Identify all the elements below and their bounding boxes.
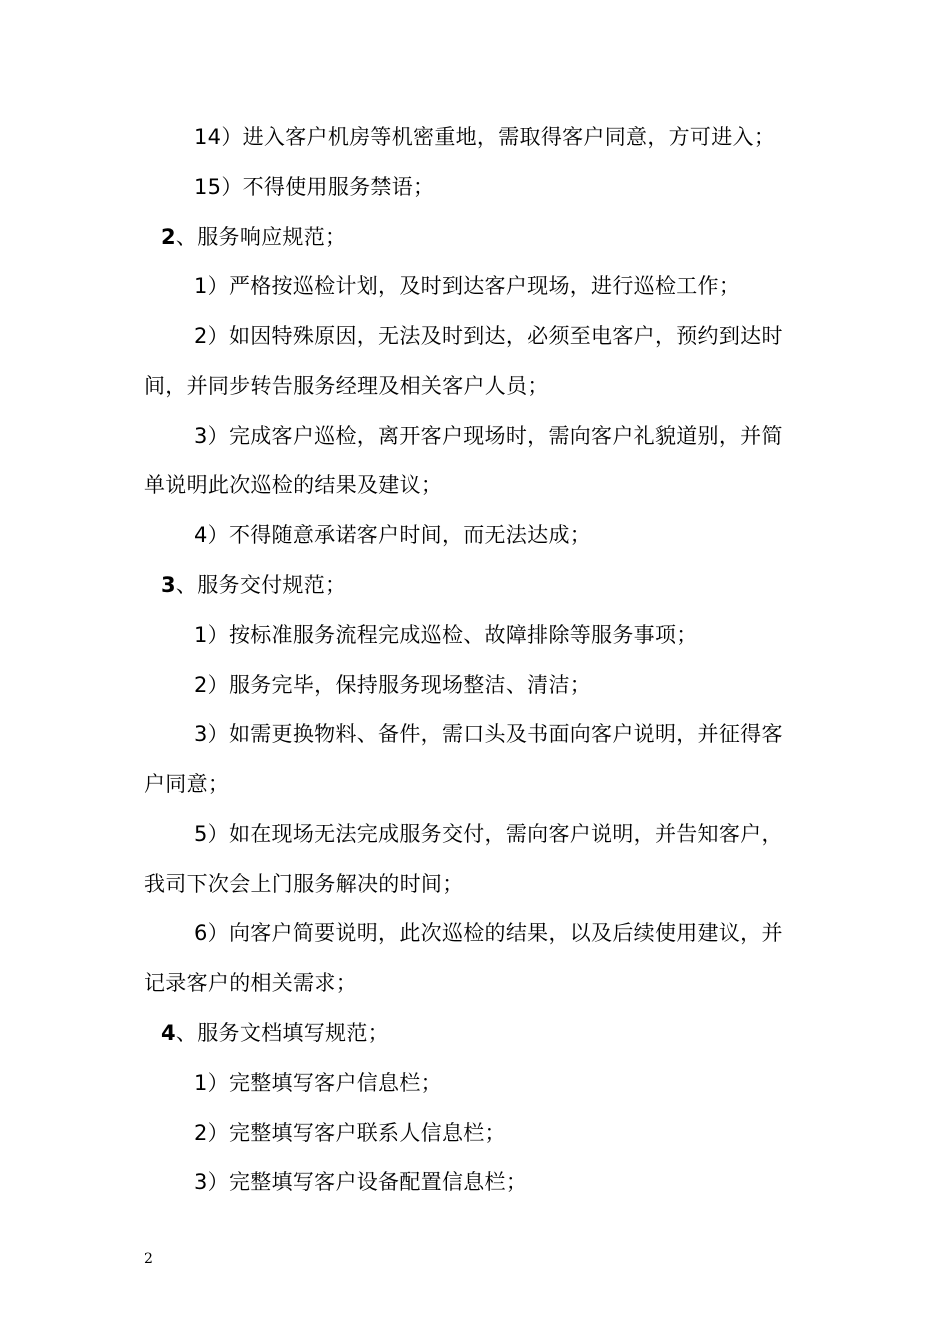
text-line: 15）不得使用服务禁语； [194, 175, 435, 199]
text-line: 间，并同步转告服务经理及相关客户人员； [144, 374, 549, 398]
section-title: 、服务交付规范； [175, 573, 347, 597]
section-number: 2 [161, 225, 176, 249]
text-line: 2）服务完毕，保持服务现场整洁、清洁； [194, 673, 592, 697]
text-line: 单说明此次巡检的结果及建议； [144, 473, 443, 497]
section-heading [161, 224, 346, 250]
text-line: 14）进入客户机房等机密重地，需取得客户同意，方可进入； [194, 125, 776, 149]
text-line: 户同意； [144, 772, 230, 796]
section-title: 、服务响应规范； [175, 225, 347, 249]
page-number: 2 [144, 1251, 153, 1267]
section-number: 4 [161, 1021, 176, 1045]
text-line: 3）完成客户巡检，离开客户现场时，需向客户礼貌道别，并简 [194, 424, 783, 448]
text-line: 3）完整填写客户设备配置信息栏； [194, 1170, 528, 1194]
text-line: 1）按标准服务流程完成巡检、故障排除等服务事项； [194, 623, 698, 647]
text-line: 1）完整填写客户信息栏； [194, 1071, 442, 1095]
text-line: 2）如因特殊原因，无法及时到达，必须至电客户，预约到达时 [194, 324, 783, 348]
text-line: 4）不得随意承诺客户时间，而无法达成； [194, 523, 592, 547]
text-line: 3）如需更换物料、备件，需口头及书面向客户说明，并征得客 [194, 722, 783, 746]
text-line: 1）严格按巡检计划，及时到达客户现场，进行巡检工作； [194, 274, 741, 298]
section-title: 、服务文档填写规范； [175, 1021, 389, 1045]
section-number: 3 [161, 573, 176, 597]
section-heading [161, 1020, 389, 1046]
text-line: 6）向客户简要说明，此次巡检的结果，以及后续使用建议，并 [194, 921, 783, 945]
text-line: 我司下次会上门服务解决的时间； [144, 872, 464, 896]
text-line: 5）如在现场无法完成服务交付，需向客户说明，并告知客户， [194, 822, 783, 846]
text-line: 2）完整填写客户联系人信息栏； [194, 1121, 506, 1145]
section-heading [161, 572, 346, 598]
text-line: 记录客户的相关需求； [144, 971, 357, 995]
